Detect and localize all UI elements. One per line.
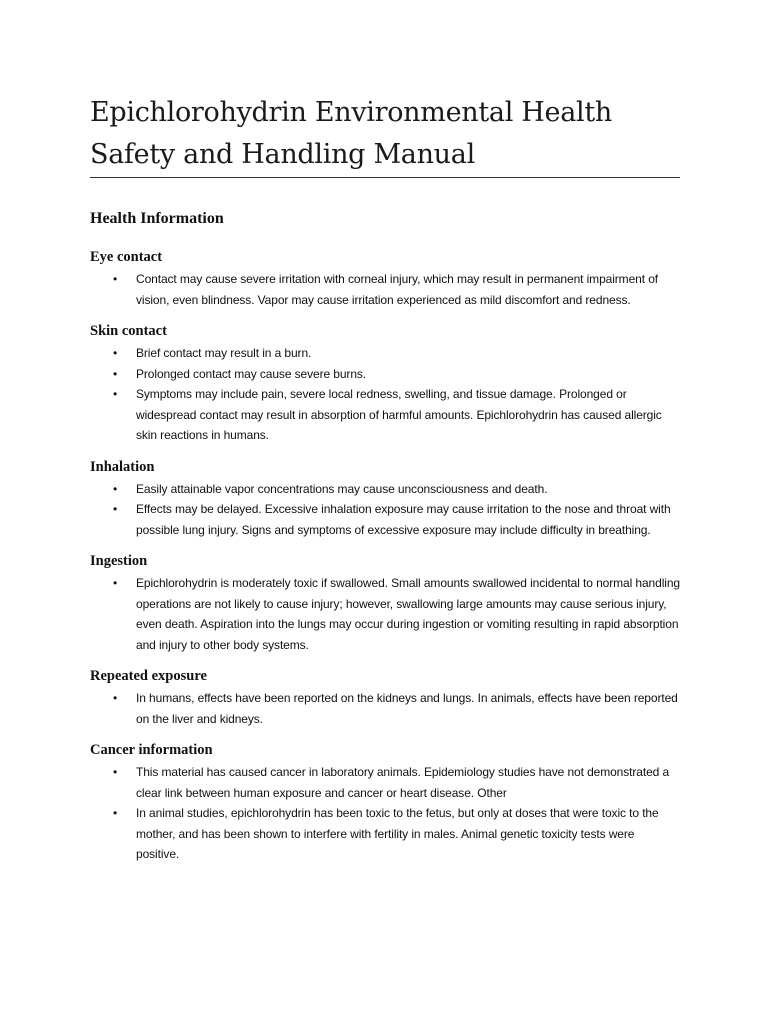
- list-item-text: Prolonged contact may cause severe burns.: [136, 366, 367, 381]
- list-item-text: Epichlorohydrin is moderately toxic if swallowed. Small amounts swallowed incidental to normal handling operations are not likely to cause injury; however, swallowing large amounts may cause serious injury, even death. Aspiration into the lungs may occur during ingestion or vomiting resulting in rapid absorption and injury to other body systems.: [136, 576, 680, 652]
- subheading-ingestion: Ingestion: [90, 553, 148, 569]
- bullet-icon: •: [113, 366, 118, 381]
- title-divider: [90, 177, 680, 178]
- list-item-text: Contact may cause severe irritation with corneal injury, which may result in permanent impairment of vision, even blindness. Vapor may cause irritation experienced as mild discomfort and redness.: [136, 272, 658, 307]
- list-item: [90, 573, 680, 655]
- bullet-icon: •: [113, 481, 118, 496]
- subheading-cancer-information: Cancer information: [90, 742, 213, 758]
- list-item: [90, 762, 680, 803]
- list-item: [90, 343, 680, 364]
- subheading-skin-contact: Skin contact: [90, 323, 167, 339]
- sections-container: [90, 248, 680, 865]
- bullet-list: [90, 762, 680, 865]
- list-item: [90, 364, 680, 385]
- list-item: [90, 688, 680, 729]
- bullet-list: [90, 688, 680, 729]
- subheading-eye-contact: Eye contact: [90, 249, 163, 265]
- bullet-icon: •: [113, 576, 118, 590]
- section-heading-health-information: Health Information: [90, 210, 224, 227]
- list-item-text: This material has caused cancer in laboratory animals. Epidemiology studies have not demonstrated a clear link between human exposure and cancer or heart disease. Other: [136, 765, 670, 800]
- bullet-icon: •: [113, 502, 118, 516]
- section-cancer-information: [90, 741, 680, 865]
- bullet-list: [90, 269, 680, 310]
- bullet-icon: •: [113, 387, 118, 401]
- document-title-line1: Epichlorohydrin Environmental Health: [90, 97, 613, 128]
- bullet-list: [90, 479, 680, 541]
- document-page: [90, 92, 680, 877]
- list-item-text: In humans, effects have been reported on the kidneys and lungs. In animals, effects have been reported on the liver and kidneys.: [136, 691, 678, 726]
- subheading-repeated-exposure: Repeated exposure: [90, 668, 207, 684]
- document-title-line2: Safety and Handling Manual: [90, 139, 475, 170]
- list-item-text: Brief contact may result in a burn.: [136, 346, 312, 360]
- bullet-icon: •: [113, 346, 118, 360]
- list-item-text: Symptoms may include pain, severe local redness, swelling, and tissue damage. Prolonged or widespread contact may result in absorption of harmful amounts. Epichlorohydrin has caused allergic skin reactions in humans.: [136, 387, 662, 442]
- bullet-icon: •: [113, 765, 118, 779]
- list-item: [90, 269, 680, 310]
- bullet-list: [90, 573, 680, 655]
- list-item-text: Easily attainable vapor concentrations may cause unconsciousness and death.: [136, 481, 548, 496]
- bullet-list: [90, 343, 680, 446]
- section-ingestion: [90, 552, 680, 655]
- bullet-icon: •: [113, 272, 118, 286]
- list-item: [90, 499, 680, 540]
- section-inhalation: [90, 458, 680, 541]
- subheading-inhalation: Inhalation: [90, 458, 155, 475]
- section-eye-contact: [90, 248, 680, 310]
- list-item-text: In animal studies, epichlorohydrin has been toxic to the fetus, but only at doses that were toxic to the mother, and has been shown to interfere with fertility in males. Animal genetic toxicity tests were positive.: [136, 806, 659, 861]
- list-item: [90, 803, 680, 865]
- section-repeated-exposure: [90, 667, 680, 729]
- list-item: [90, 479, 680, 500]
- bullet-icon: •: [113, 806, 118, 820]
- list-item: [90, 384, 680, 446]
- list-item-text: Effects may be delayed. Excessive inhalation exposure may cause irritation to the nose and throat with possible lung injury. Signs and symptoms of excessive exposure may include difficulty in breathing.: [136, 502, 671, 537]
- bullet-icon: •: [113, 691, 118, 705]
- document-title: [90, 92, 680, 176]
- section-skin-contact: [90, 322, 680, 446]
